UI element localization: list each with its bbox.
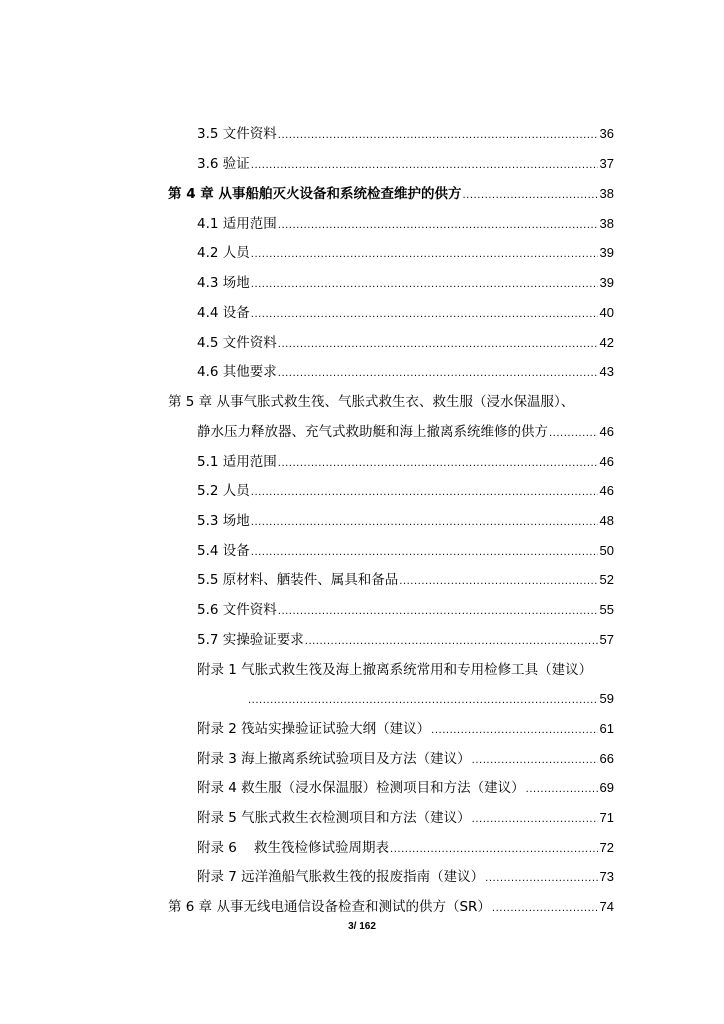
dot-leader [526,780,598,800]
toc-entry-label: 4.6 其他要求 [197,364,277,380]
toc-entry-label: 5.7 实操验证要求 [197,632,304,648]
toc-entry-page: 42 [599,335,614,350]
toc-entry-page: 46 [599,483,614,498]
toc-entry-page: 37 [599,156,614,171]
dot-leader [472,810,598,830]
toc-entry-page: 48 [599,513,614,528]
toc-entry-page: 71 [599,810,614,825]
page-number-indicator: 3/ 162 [348,921,376,932]
dot-leader [278,216,598,236]
dot-leader [278,602,598,622]
toc-entry-label: 4.3 场地 [197,275,250,291]
toc-entry-page: 73 [599,869,614,884]
toc-entry-label: 附录 7 远洋渔船气胀救生筏的报废指南（建议） [197,869,485,885]
dot-leader [278,126,598,146]
toc-entry-label: 3.6 验证 [197,156,250,172]
toc-entry-4-6[interactable] [197,362,614,382]
toc-entry-page: 72 [599,840,614,855]
dot-leader [390,840,597,860]
toc-entry-page: 52 [599,572,614,587]
toc-entry-label: 第 5 章 从事气胀式救生筏、气胀式救生衣、救生服（浸水保温服）、 [168,394,575,410]
toc-entry-label: 5.6 文件资料 [197,602,277,618]
toc-entry-4-1[interactable] [197,214,614,234]
toc-entry-page: 50 [599,543,614,558]
toc-appendix-4[interactable] [197,778,614,798]
dot-leader [251,483,598,503]
dot-leader [251,275,598,295]
toc-entry-label: 附录 2 筏站实操验证试验大纲（建议） [197,721,431,737]
toc-entry-label: 5.2 人员 [197,483,250,499]
toc-entry-4-3[interactable] [197,273,614,293]
toc-appendix-1-line-1[interactable] [197,660,614,680]
toc-entry-4-4[interactable] [197,303,614,323]
toc-entry-label: 5.4 设备 [197,543,250,559]
toc-entry-label: 第 4 章 从事船舶灭火设备和系统检查维护的供方 [168,186,462,202]
dot-leader [463,186,598,206]
dot-leader [399,572,597,592]
toc-entry-page: 40 [599,305,614,320]
toc-entry-page: 36 [599,126,614,141]
toc-chapter-5-line-2[interactable] [197,422,614,442]
toc-appendix-6[interactable] [197,838,614,858]
toc-entry-label: 附录 4 救生服（浸水保温服）检测项目和方法（建议） [197,780,525,796]
toc-entry-5-7[interactable] [197,630,614,650]
toc-entry-label: 5.1 适用范围 [197,454,277,470]
toc-entry-label: 附录 5 气胀式救生衣检测项目和方法（建议） [197,810,471,826]
toc-appendix-2[interactable] [197,719,614,739]
toc-entry-page: 74 [599,899,614,914]
toc-entry-page: 43 [599,364,614,379]
toc-chapter-4[interactable] [168,184,614,204]
dot-leader [431,721,597,741]
toc-entry-label: 3.5 文件资料 [197,126,277,142]
toc-entry-page: 66 [599,751,614,766]
dot-leader [248,691,598,711]
dot-leader [251,305,598,325]
toc-entry-5-3[interactable] [197,511,614,531]
dot-leader [485,869,597,889]
toc-appendix-1-line-2[interactable] [247,689,614,709]
toc-appendix-3[interactable] [197,749,614,769]
toc-entry-label: 4.4 设备 [197,305,250,321]
toc-entry-page: 61 [599,721,614,736]
toc-entry-label: 5.5 原材料、舾装件、属具和备品 [197,572,399,588]
toc-entry-page: 46 [599,454,614,469]
toc-entry-label: 附录 1 气胀式救生筏及海上撤离系统常用和专用检修工具（建议） [197,662,593,678]
dot-leader [278,454,598,474]
dot-leader [492,899,598,919]
toc-entry-page: 39 [599,245,614,260]
toc-entry-page: 46 [599,424,614,439]
toc-entry-5-6[interactable] [197,600,614,620]
toc-appendix-5[interactable] [197,808,614,828]
toc-entry-label: 第 6 章 从事无线电通信设备检查和测试的供方（SR） [168,899,491,915]
toc-entry-page: 59 [599,691,614,706]
toc-chapter-6[interactable] [168,897,614,917]
dot-leader [472,751,598,771]
toc-entry-label: 4.5 文件资料 [197,335,277,351]
dot-leader [251,156,598,176]
toc-entry-label: 静水压力释放器、充气式救助艇和海上撤离系统维修的供方 [197,424,548,440]
toc-entry-3-5[interactable] [197,124,614,144]
toc-entry-4-2[interactable] [197,243,614,263]
toc-entry-5-4[interactable] [197,541,614,561]
toc-entry-5-1[interactable] [197,452,614,472]
toc-entry-page: 39 [599,275,614,290]
toc-entry-4-5[interactable] [197,333,614,353]
toc-appendix-7[interactable] [197,867,614,887]
dot-leader [278,335,598,355]
toc-entry-label: 附录 3 海上撤离系统试验项目及方法（建议） [197,751,471,767]
toc-entry-page: 55 [599,602,614,617]
toc-entry-page: 38 [599,186,614,201]
toc-entry-label: 附录 6 救生筏检修试验周期表 [197,840,390,856]
toc-entry-3-6[interactable] [197,154,614,174]
dot-leader [251,543,598,563]
toc-entry-page: 69 [599,780,614,795]
dot-leader [251,513,598,533]
toc-entry-label: 4.1 适用范围 [197,216,277,232]
toc-entry-page: 57 [599,632,614,647]
toc-entry-label: 5.3 场地 [197,513,250,529]
toc-chapter-5-line-1[interactable] [168,392,614,412]
toc-entry-label: 4.2 人员 [197,245,250,261]
dot-leader [305,632,598,652]
dot-leader [549,424,598,444]
toc-entry-5-5[interactable] [197,570,614,590]
dot-leader [278,364,598,384]
page-footer [0,921,724,932]
toc-entry-5-2[interactable] [197,481,614,501]
dot-leader [251,245,598,265]
toc-entry-page: 38 [599,216,614,231]
